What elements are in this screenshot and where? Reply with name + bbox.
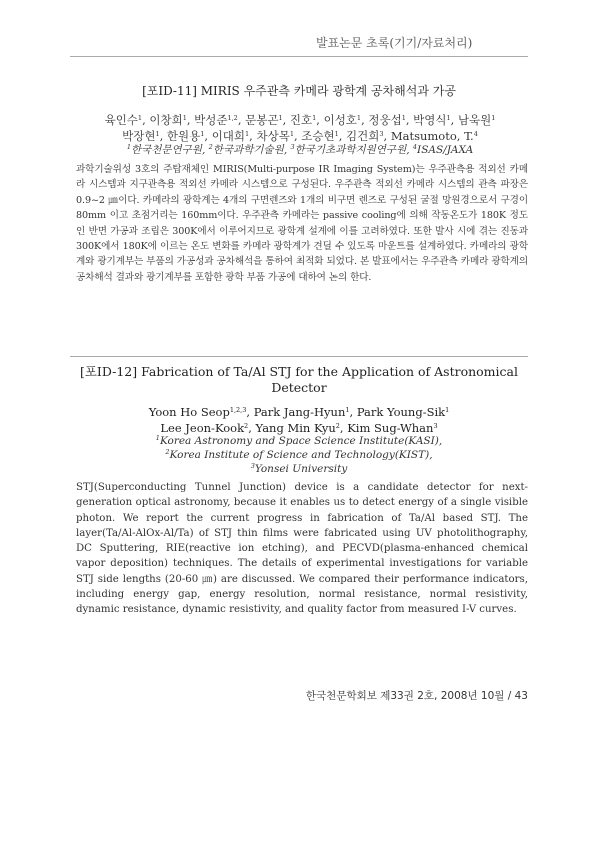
abstract-2-title: [포ID-12] Fabrication of Ta/Al STJ for the Application of Astronomical Detector [79, 364, 518, 395]
abstract-1-body: 과학기술위성 3호의 주탑재체인 MIRIS(Multi-purpose IR Imaging System)는 우주관측용 적외선 카메라 시스템과 지구관측용 적외선 카메라 시스템으로 구성된다. 우주관측 적외선 카메라 시스템의 관측 파장은 0.9~2 ㎛이다. 카메라의 광학계는 4개의 구면렌즈와 1개의 비구면 렌즈로 구성된 굴절 망원경으로서 구경이 80mm 이고 초점거리는 160mm이다. 우주관측 카메라는 passive cooling에 의해 작동온도가 180K 정도인 반면 가공과 조립은 300K에서 이루어지므로 광학계 설계에 이를 고려하였다. 또한 발사 시에 겪는 진동과 300K에서 180K에 이르는 온도 변화를 카메라 광학계가 견딜 수 있도록 마운트를 설계하였다. 카메라의 광학계와 광기계부는 부품의 가공성과 공차해석을 통하여 최적화 되었다. 본 발표에서는 우주관측 카메라 광학계의 공차해석 결과와 광기계부를 포함한 광학 부품 가공에 대하여 논의 한다. [76, 164, 528, 283]
author-name: Yang Min Kyu [255, 421, 336, 435]
author-name: 박성준 [194, 113, 228, 127]
author-affiliation-mark: 1 [278, 114, 283, 122]
author-affiliation-mark: 1 [401, 114, 406, 122]
author-affiliation-mark: 1 [137, 114, 143, 122]
author-affiliation-mark: 2 [244, 422, 249, 430]
affiliation-mark: 3 [250, 462, 255, 470]
author-name: 김건희 [346, 129, 380, 143]
affiliation-mark: 1 [126, 143, 131, 151]
journal-footer: 한국천문학회보 제33권 2호, 2008년 10월 / 43 [305, 690, 528, 702]
author-name: 조승현 [301, 129, 335, 143]
author-name: 박영식 [413, 113, 447, 127]
abstract-2-author-line-2: Lee Jeon-Kook$^2$, Yang Min Kyu$^2$, Kim Sug-Whan$^3$ [160, 421, 438, 435]
affiliation-name: 한국과학기술원 [212, 144, 284, 156]
author-name: 진호 [289, 113, 313, 127]
affiliation-name: Korea Astronomy and Space Science Institute(KASI), [159, 435, 443, 447]
author-name: 차상목 [256, 129, 290, 143]
author-affiliation-mark: 4 [473, 130, 478, 138]
author-affiliation-mark: 3 [379, 130, 384, 138]
running-header: 발표논문 초록(기기/자료처리) [316, 36, 473, 50]
author-name: Matsumoto, T. [390, 129, 474, 143]
author-name: 육인수 [104, 113, 138, 127]
author-name: Park Young-Sik [356, 405, 446, 419]
author-affiliation-mark: 1 [155, 130, 160, 138]
author-affiliation-mark: 1 [491, 114, 496, 122]
author-name: Lee Jeon-Kook [160, 421, 245, 435]
affiliation-name: 한국기초과학지원연구원 [294, 144, 407, 156]
author-affiliation-mark: 1 [334, 130, 339, 138]
abstract-2-body: STJ(Superconducting Tunnel Junction) device is a candidate detector for next-generation optical astronomy, because it enables us to detect energy of a single visible photon. We report the current progress in fabrication of Ta/Al based STJ. The layer(Ta/Al-AlOx-Al/Ta) of STJ thin films were fabricated using UV photolithography, DC Sputtering, RIE(reactive ion etching), and PECVD(plasma-enhanced chemical vapor deposition) techniques. The details of experimental investigations for variable STJ side lengths (20-60 ㎛) are discussed. We compared their performance indicators, including energy gap, energy resolution, normal resistance, normal resistivity, dynamic resistance, dynamic resistivity, and quality factor from measured I-V curves. [76, 482, 528, 616]
author-affiliation-mark: 1 [312, 114, 317, 122]
abstract-1-authors [78, 112, 522, 144]
author-affiliation-mark: 1 [446, 114, 451, 122]
author-name: 이창희 [149, 113, 183, 127]
author-name: Park Jang-Hyun [253, 405, 346, 419]
affiliation-mark: 2 [208, 143, 213, 151]
author-affiliation-mark: 1 [182, 114, 187, 122]
abstract-1-affiliations: $^1$한국천문연구원, $^2$한국과학기술원, $^3$한국기초과학지원연구원, $^4$ISAS/JAXA [126, 143, 474, 156]
author-name: 남욱원 [457, 113, 492, 127]
author-affiliation-mark: 1 [445, 406, 450, 414]
affiliation-name: ISAS/JAXA [417, 144, 474, 156]
author-affiliation-mark: 1 [345, 406, 350, 414]
affiliation-mark: 4 [412, 143, 418, 151]
abstract-1-author-line-1: 육인수$^1$, 이창희$^1$, 박성준$^{1,2}$, 문봉곤$^1$, 진호$^1$, 이성호$^1$, 정웅섭$^1$, 박영식$^1$, 남욱원$^1$ [104, 113, 496, 127]
author-name: 문봉곤 [245, 113, 279, 127]
author-affiliation-mark: 1,2,3 [229, 406, 247, 414]
affiliation-line [70, 434, 528, 448]
header-divider [70, 56, 528, 57]
affiliation-name: Korea Institute of Science and Technology(KIST), [169, 449, 433, 461]
author-affiliation-mark: 1,2 [227, 114, 238, 122]
author-affiliation-mark: 1 [245, 130, 250, 138]
author-name: 박장현 [122, 129, 156, 143]
abstract-2-author-line-1: Yoon Ho Seop$^{1,2,3}$, Park Jang-Hyun$^1$, Park Young-Sik$^1$ [148, 405, 450, 419]
author-affiliation-mark: 1 [356, 114, 362, 122]
affiliation-line [70, 448, 528, 462]
author-affiliation-mark: 1 [200, 130, 205, 138]
affiliation-mark: 2 [165, 448, 170, 456]
author-name: 한원용 [166, 129, 201, 143]
abstract-2-affiliations [70, 434, 528, 476]
abstract-2-authors [70, 404, 528, 436]
affiliation-mark: 3 [290, 143, 295, 151]
author-affiliation-mark: 2 [335, 422, 340, 430]
affiliation-name: 한국천문연구원 [130, 144, 202, 156]
affiliation-mark: 1 [155, 434, 160, 442]
author-name: 이성호 [323, 113, 357, 127]
author-name: Kim Sug-Whan [347, 421, 434, 435]
abstract-1-author-line-2: 박장현$^1$, 한원용$^1$, 이대희$^1$, 차상목$^1$, 조승현$^1$, 김건희$^3$, Matsumoto, T.$^4$ [122, 129, 478, 143]
author-name: 정웅섭 [368, 113, 402, 127]
affiliation-line [70, 462, 528, 476]
section-divider [70, 356, 528, 357]
affiliation-name: Yonsei University [254, 463, 348, 475]
author-name: Yoon Ho Seop [148, 405, 230, 419]
author-affiliation-mark: 3 [433, 422, 438, 430]
abstract-1-title: [포ID-11] MIRIS 우주관측 카메라 광학계 공차해석과 가공 [142, 84, 456, 98]
author-affiliation-mark: 1 [289, 130, 294, 138]
author-name: 이대희 [211, 129, 246, 143]
